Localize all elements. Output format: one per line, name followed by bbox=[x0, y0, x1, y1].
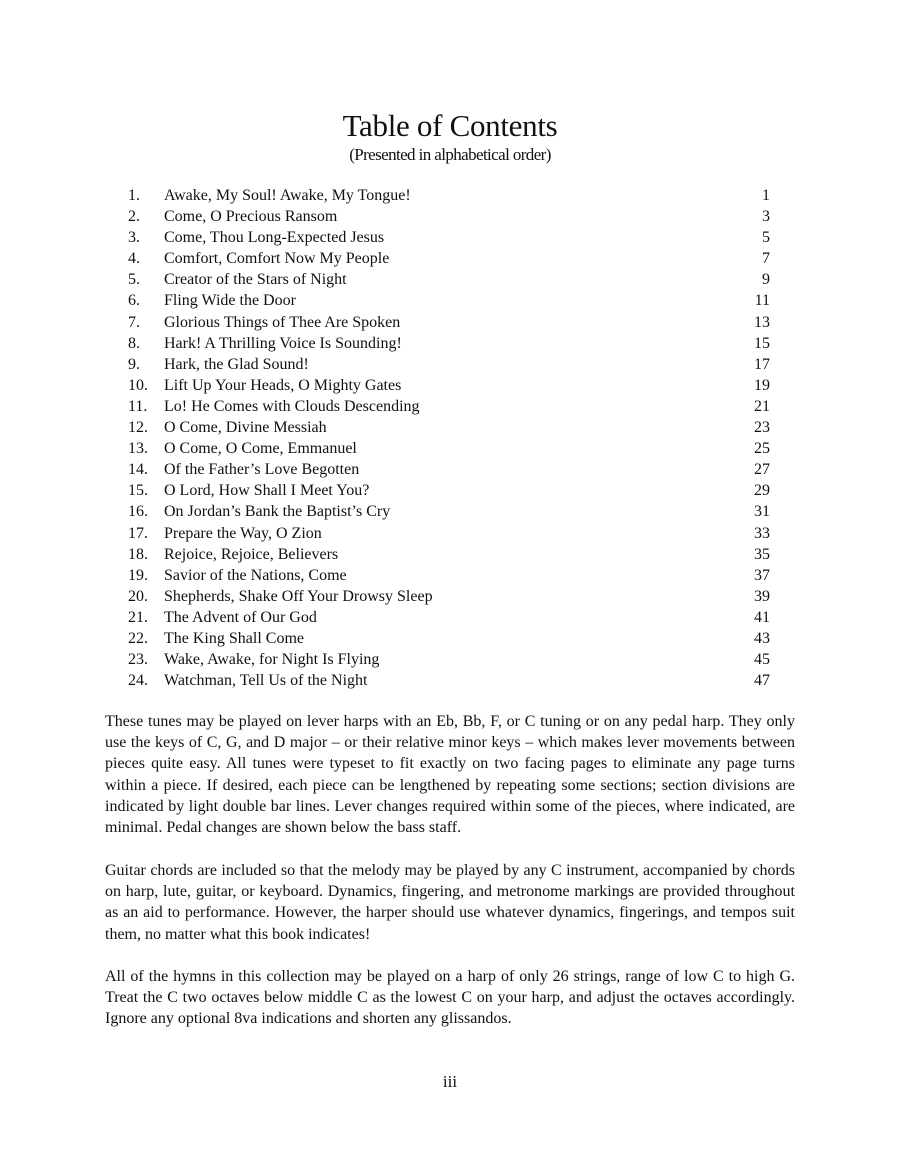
toc-entry-page: 29 bbox=[754, 482, 770, 500]
intro-paragraph-chords: Guitar chords are included so that the melody may be played by any C instrument, accompanied by chords on harp, lute, guitar, or keyboard. Dynamics, fingering, and metronome markings are provided throughout as an aid to performance. However, the harper should use whatever dynamics, fingerings, and tempos suit them, no matter what this book indicates! bbox=[105, 862, 795, 943]
toc-entry-title: Comfort, Comfort Now My People bbox=[164, 250, 390, 268]
toc-entry-title: Of the Father’s Love Begotten bbox=[164, 461, 360, 479]
toc-entry-page: 31 bbox=[754, 503, 770, 521]
toc-entry-page: 25 bbox=[754, 440, 770, 458]
toc-entry-24[interactable] bbox=[128, 670, 770, 691]
toc-entry-title: The King Shall Come bbox=[164, 629, 304, 647]
toc-entry-number: 10. bbox=[128, 376, 148, 394]
toc-entry-7[interactable] bbox=[128, 312, 770, 333]
toc-entry-2[interactable] bbox=[128, 206, 770, 227]
toc-entry-number: 17. bbox=[128, 524, 148, 542]
toc-entry-page: 19 bbox=[754, 376, 770, 394]
toc-entry-number: 3. bbox=[128, 229, 140, 247]
toc-entry-page: 13 bbox=[754, 313, 770, 331]
toc-entry-17[interactable] bbox=[128, 523, 770, 544]
toc-entry-page: 33 bbox=[754, 524, 770, 542]
toc-entry-page: 45 bbox=[754, 651, 770, 669]
toc-entry-title: Prepare the Way, O Zion bbox=[164, 524, 322, 542]
toc-entry-20[interactable] bbox=[128, 586, 770, 607]
toc-entry-title: Awake, My Soul! Awake, My Tongue! bbox=[164, 187, 411, 204]
toc-entry-page: 17 bbox=[754, 355, 770, 373]
toc-entry-title: Creator of the Stars of Night bbox=[164, 271, 347, 289]
toc-entry-page: 11 bbox=[754, 292, 770, 310]
toc-entry-15[interactable] bbox=[128, 480, 770, 501]
toc-entry-page: 3 bbox=[762, 208, 770, 226]
toc-entry-page: 43 bbox=[754, 629, 770, 647]
toc-entry-13[interactable] bbox=[128, 438, 770, 459]
toc-entry-title: Rejoice, Rejoice, Believers bbox=[164, 545, 339, 563]
toc-entry-6[interactable] bbox=[128, 290, 770, 311]
toc-entry-number: 18. bbox=[128, 545, 148, 563]
table-of-contents bbox=[128, 185, 770, 691]
toc-entry-23[interactable] bbox=[128, 649, 770, 670]
toc-entry-page: 35 bbox=[754, 545, 770, 563]
toc-entry-5[interactable] bbox=[128, 269, 770, 290]
toc-entry-title: Lo! He Comes with Clouds Descending bbox=[164, 397, 420, 415]
toc-entry-number: 4. bbox=[128, 250, 140, 268]
toc-entry-21[interactable] bbox=[128, 607, 770, 628]
toc-entry-number: 2. bbox=[128, 208, 140, 226]
toc-entry-title: O Come, Divine Messiah bbox=[164, 419, 327, 437]
page-subtitle: (Presented in alphabetical order) bbox=[349, 145, 551, 164]
toc-entry-title: Watchman, Tell Us of the Night bbox=[164, 672, 368, 690]
toc-entry-title: Come, O Precious Ransom bbox=[164, 208, 338, 226]
toc-entry-number: 6. bbox=[128, 292, 140, 310]
toc-entry-page: 9 bbox=[762, 271, 770, 289]
toc-entry-number: 12. bbox=[128, 419, 148, 437]
toc-entry-number: 11. bbox=[128, 397, 148, 415]
toc-entry-page: 7 bbox=[762, 250, 770, 268]
toc-entry-page: 47 bbox=[754, 672, 770, 690]
toc-entry-title: Hark! A Thrilling Voice Is Sounding! bbox=[164, 334, 402, 352]
toc-entry-4[interactable] bbox=[128, 248, 770, 269]
intro-paragraph-tuning: These tunes may be played on lever harps with an Eb, Bb, F, or C tuning or on any pedal harp. They only use the keys of C, G, and D major – or their relative minor keys – which makes lever movements between pieces quite easy. All tunes were typeset to fit exactly on two facing pages to eliminate any page turns within a piece. If desired, each piece can be lengthened by repeating some sections; section divisions are indicated by light double bar lines. Lever changes required within some of the pieces, where indicated, are minimal. Pedal changes are shown below the bass staff. bbox=[105, 713, 795, 837]
toc-entry-9[interactable] bbox=[128, 354, 770, 375]
toc-entry-title: The Advent of Our God bbox=[164, 608, 317, 626]
toc-entry-title: O Come, O Come, Emmanuel bbox=[164, 440, 357, 458]
toc-entry-number: 23. bbox=[128, 651, 148, 669]
toc-entry-title: Wake, Awake, for Night Is Flying bbox=[164, 651, 380, 669]
toc-entry-page: 1 bbox=[762, 187, 770, 204]
toc-entry-title: Come, Thou Long-Expected Jesus bbox=[164, 229, 385, 247]
toc-entry-title: Fling Wide the Door bbox=[164, 292, 296, 310]
toc-entry-8[interactable] bbox=[128, 333, 770, 354]
toc-entry-number: 9. bbox=[128, 355, 140, 373]
toc-entry-title: On Jordan’s Bank the Baptist’s Cry bbox=[164, 503, 391, 521]
toc-entry-number: 19. bbox=[128, 566, 148, 584]
toc-entry-10[interactable] bbox=[128, 375, 770, 396]
toc-entry-title: Shepherds, Shake Off Your Drowsy Sleep bbox=[164, 587, 433, 605]
toc-entry-number: 15. bbox=[128, 482, 148, 500]
toc-entry-page: 21 bbox=[754, 397, 770, 415]
toc-entry-3[interactable] bbox=[128, 227, 770, 248]
toc-entry-number: 20. bbox=[128, 587, 148, 605]
toc-entry-number: 16. bbox=[128, 503, 148, 521]
toc-entry-18[interactable] bbox=[128, 544, 770, 565]
toc-entry-page: 15 bbox=[754, 334, 770, 352]
toc-entry-number: 8. bbox=[128, 334, 140, 352]
toc-entry-19[interactable] bbox=[128, 565, 770, 586]
toc-entry-number: 24. bbox=[128, 672, 148, 690]
toc-entry-page: 39 bbox=[754, 587, 770, 605]
toc-entry-16[interactable] bbox=[128, 501, 770, 522]
toc-entry-title: Lift Up Your Heads, O Mighty Gates bbox=[164, 376, 402, 394]
page-title: Table of Contents bbox=[342, 108, 558, 143]
toc-entry-number: 13. bbox=[128, 440, 148, 458]
toc-entry-page: 5 bbox=[762, 229, 770, 247]
toc-entry-number: 21. bbox=[128, 608, 148, 626]
toc-entry-12[interactable] bbox=[128, 417, 770, 438]
toc-entry-title: O Lord, How Shall I Meet You? bbox=[164, 482, 370, 500]
toc-entry-11[interactable] bbox=[128, 396, 770, 417]
toc-entry-number: 22. bbox=[128, 629, 148, 647]
page-number: iii bbox=[442, 1072, 458, 1091]
toc-entry-14[interactable] bbox=[128, 459, 770, 480]
toc-entry-title: Glorious Things of Thee Are Spoken bbox=[164, 313, 401, 331]
toc-entry-number: 7. bbox=[128, 313, 140, 331]
toc-entry-page: 23 bbox=[754, 419, 770, 437]
toc-entry-number: 1. bbox=[128, 187, 140, 204]
toc-entry-number: 14. bbox=[128, 461, 148, 479]
toc-entry-page: 41 bbox=[754, 608, 770, 626]
toc-entry-number: 5. bbox=[128, 271, 140, 289]
toc-entry-page: 27 bbox=[754, 461, 770, 479]
toc-entry-title: Savior of the Nations, Come bbox=[164, 566, 347, 584]
toc-entry-1[interactable] bbox=[128, 185, 770, 206]
intro-paragraph-range: All of the hymns in this collection may be played on a harp of only 26 strings, range of low C to high G. Treat the C two octaves below middle C as the lowest C on your harp, and adjust the octaves accordingly. Ignore any optional 8va indications and shorten any glissandos. bbox=[105, 968, 795, 1028]
toc-entry-title: Hark, the Glad Sound! bbox=[164, 355, 309, 373]
toc-entry-page: 37 bbox=[754, 566, 770, 584]
toc-entry-22[interactable] bbox=[128, 628, 770, 649]
